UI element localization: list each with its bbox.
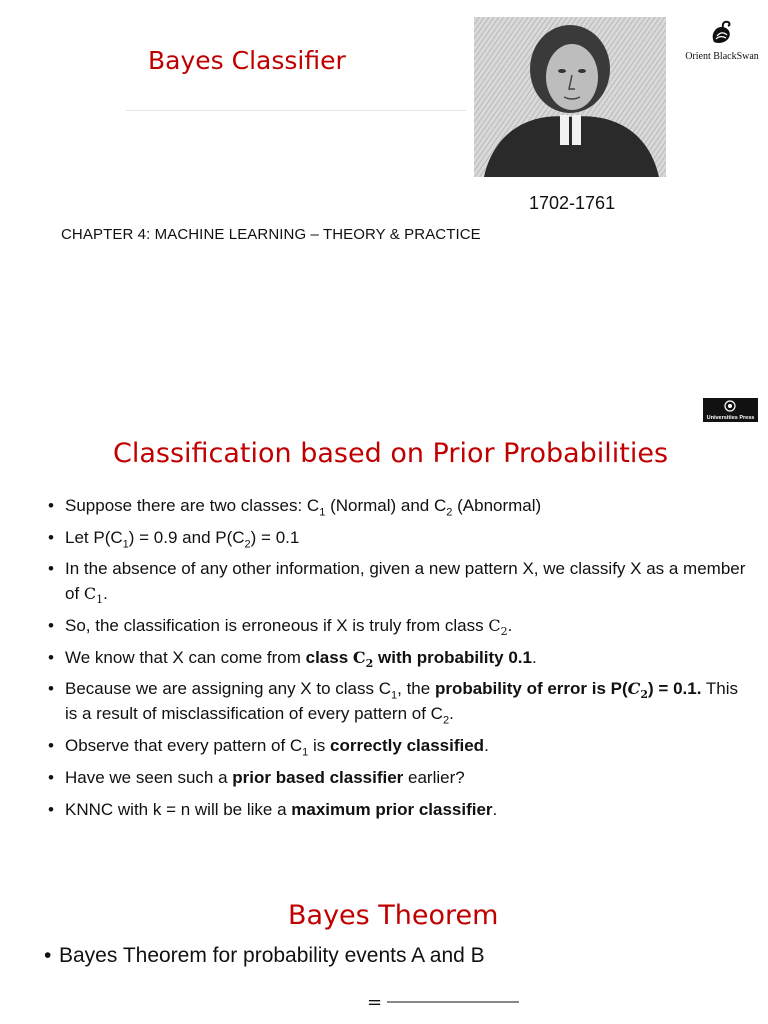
text: In the (65, 559, 113, 579)
text: . (531, 647, 537, 667)
text: erroneous (241, 616, 319, 636)
text: two classes (209, 496, 298, 515)
text: C (352, 647, 366, 667)
subscript: 2 (640, 688, 649, 702)
slide3-title: Bayes Theorem (288, 900, 499, 931)
universities-press-logo-text: Universities Press (706, 415, 755, 421)
lifespan-years: 1702-1761 (529, 193, 616, 213)
text: Let P(C (65, 527, 123, 547)
bullet-correctly-classified (48, 733, 748, 758)
math-class (83, 584, 104, 607)
subscript: 2 (446, 506, 453, 519)
subscript: 1 (122, 538, 129, 551)
text: We know that X can come from (65, 647, 306, 667)
text: is (308, 736, 331, 756)
text: . (507, 616, 513, 636)
prior-probability-bullets (48, 493, 748, 828)
bullet-absence-of-information (48, 556, 748, 606)
text: correctly classified (330, 736, 485, 756)
title-divider (126, 110, 466, 111)
bullet-probability-of-error (48, 676, 748, 726)
subscript: 2 (500, 625, 508, 639)
text: Observe that every pattern of C (65, 736, 303, 756)
bullet-knnc (48, 797, 748, 822)
text: maximum prior classifier (291, 799, 493, 819)
text: : C (297, 496, 320, 515)
subscript: 2 (244, 538, 251, 551)
orient-blackswan-logo (682, 20, 762, 64)
subscript: 2 (442, 714, 450, 727)
text: C (488, 616, 501, 636)
bullet-erroneous (48, 613, 748, 638)
text: new pattern (428, 559, 518, 579)
text: Because we are assigning any X to class C (65, 679, 392, 699)
text: . (484, 736, 489, 756)
text: . (492, 799, 498, 819)
subscript: 1 (391, 689, 398, 702)
text: So, the classification is (65, 616, 242, 636)
text: KNNC with k = n will be like a (65, 799, 292, 819)
universities-press-logo (703, 398, 758, 422)
text: This is a result of misclassification of every pattern of C (65, 679, 738, 724)
text: probability of error is P( (434, 679, 628, 699)
bullet-class-probability (48, 645, 748, 670)
fraction-line-graphic (367, 992, 527, 1012)
text: ) = 0.1. (648, 679, 702, 699)
portrait-image (474, 17, 666, 177)
subscript: 1 (96, 593, 104, 607)
text: classify X as a member of (65, 559, 746, 604)
text: , given a (359, 559, 429, 579)
text: , the (397, 679, 435, 699)
bullet-two-classes (48, 493, 748, 518)
bullet-prior-values (48, 525, 748, 550)
text: . (449, 704, 454, 724)
equals-sign: = (367, 992, 383, 1012)
text: absence of any other information (112, 559, 360, 579)
slide1-title: Bayes Classifier (148, 46, 346, 75)
orient-blackswan-logo-text: Orient BlackSwan (685, 51, 759, 62)
subscript: 2 (365, 656, 374, 670)
text: (Normal) and C (325, 496, 447, 515)
text: (Abnormal) (452, 496, 542, 515)
bullet-bayes-theorem: • Bayes Theorem for probability events A and B (44, 944, 485, 968)
text: C (83, 584, 97, 604)
chapter-heading: CHAPTER 4: MACHINE LEARNING – THEORY & PRACTICE (61, 226, 481, 243)
swan-logo-icon (708, 20, 736, 46)
math-class (627, 679, 649, 702)
subscript: 1 (302, 746, 309, 759)
text: prior based classifier (232, 767, 404, 787)
text: ) = 0.1 (250, 527, 300, 547)
text: C (627, 679, 641, 699)
text: class (305, 647, 353, 667)
bayes-formula-fraction (367, 992, 527, 1012)
slide2-title: Classification based on Prior Probabilities (113, 438, 669, 469)
text: earlier? (403, 767, 465, 787)
math-class (488, 616, 508, 639)
text: ) = 0.9 and P(C (128, 527, 245, 547)
portrait-engraving-image (474, 17, 666, 177)
text: Suppose there are (65, 496, 210, 515)
bullet-prior-based-classifier (48, 765, 748, 790)
text: Have we seen such a (65, 767, 233, 787)
text: . (103, 584, 108, 604)
math-class (352, 647, 374, 670)
text: if X is truly from class (323, 616, 489, 636)
subscript: 1 (319, 506, 326, 519)
text: with probability 0.1 (373, 647, 532, 667)
text: X, we (517, 559, 570, 579)
